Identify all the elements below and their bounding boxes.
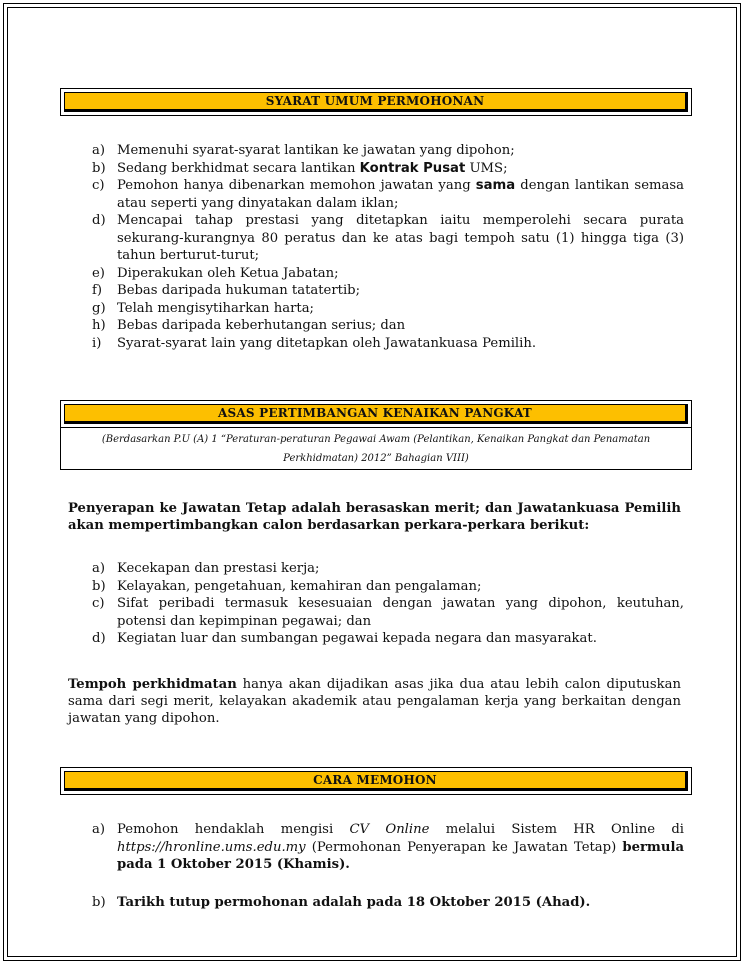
paragraph-text: hanya akan dijadikan asas jika dua atau lebih calon diputuskan sama dari segi merit, kelayakan akademik atau pengalaman kerja yang berkaitan dengan jawatan yang dipohon. (68, 677, 681, 727)
list-item (92, 630, 684, 648)
hronline-url[interactable]: https://hronline.ums.edu.my (117, 839, 306, 855)
section-banner-syarat-umum (60, 88, 692, 116)
list-item-text: Mencapai tahap prestasi yang ditetapkan iaitu memperolehi secara purata sekurang-kurangnya 80 peratus dan ke atas bagi tempoh satu (1) hingga tiga (3) tahun berturut-turut; (117, 213, 684, 263)
list-marker: h) (92, 318, 106, 333)
list-item-text: Bebas daripada keberhutangan serius; dan (117, 318, 406, 333)
list-item (92, 560, 684, 578)
list-item-text: (Permohonan Penyerapan ke Jawatan Tetap) (305, 839, 623, 855)
section-title: CARA MEMOHON (64, 771, 688, 791)
list-item (92, 282, 684, 300)
list-marker: e) (92, 265, 105, 281)
section-title: SYARAT UMUM PERMOHONAN (64, 92, 688, 112)
list-item (92, 894, 684, 912)
list-marker: b) (92, 894, 106, 910)
list-item-text: Diperakukan oleh Ketua Jabatan; (117, 265, 339, 281)
list-marker: a) (92, 561, 106, 576)
list-item (92, 212, 684, 265)
list-marker: c) (92, 596, 105, 611)
list-item-text: Pemohon hanya dibenarkan memohon jawatan yang (117, 178, 476, 193)
list-marker: d) (92, 213, 106, 228)
section-banner-cara-memohon (60, 767, 692, 795)
section-subtitle: (Berdasarkan P.U (A) 1 “Peraturan-peraturan Pegawai Awam (Pelantikan, Kenaikan Pangkat dan Penamatan Perkhidmatan) 2012” Bahagian VIII) (60, 428, 692, 470)
list-item-text: UMS; (465, 160, 508, 176)
list-item-text: dengan lantikan semasa atau seperti yang dinyatakan dalam iklan; (117, 178, 684, 211)
list-item (92, 595, 684, 630)
list-item (92, 265, 684, 283)
emphasis-text: bermula pada 1 Oktober 2015 (Khamis). (117, 839, 684, 872)
list-item-text: Kecekapan dan prestasi kerja; (117, 561, 320, 576)
tempoh-perkhidmatan-paragraph (68, 676, 681, 728)
list-item-text: Syarat-syarat lain yang ditetapkan oleh Jawatankuasa Pemilih. (117, 335, 537, 351)
syarat-umum-list (92, 142, 684, 352)
list-item-text: Pemohon hendaklah mengisi (117, 822, 350, 837)
emphasis-text: Tempoh perkhidmatan (68, 677, 237, 692)
list-marker: d) (92, 631, 106, 646)
asas-pertimbangan-list (92, 560, 684, 648)
list-item-text: Bebas daripada hukuman tatatertib; (117, 283, 361, 298)
cv-online-text: CV Online (349, 822, 430, 837)
emphasis-text: sama (475, 178, 516, 193)
list-marker: g) (92, 300, 106, 316)
list-item (92, 335, 684, 353)
list-item (92, 177, 684, 212)
emphasis-text: Tarikh tutup permohonan adalah pada 18 Oktober 2015 (Ahad). (117, 894, 591, 910)
list-item (92, 142, 684, 160)
list-marker: b) (92, 578, 106, 594)
list-item-text: Kegiatan luar dan sumbangan pegawai kepada negara dan masyarakat. (117, 631, 597, 646)
list-item (92, 821, 684, 874)
list-item-text: Memenuhi syarat-syarat lantikan ke jawatan yang dipohon; (117, 143, 515, 158)
list-marker: c) (92, 178, 105, 193)
emphasis-text: Kontrak Pusat (359, 160, 466, 176)
penyerapan-intro: Penyerapan ke Jawatan Tetap adalah berasaskan merit; dan Jawatankuasa Pemilih akan mempertimbangkan calon berdasarkan perkara-perkara berikut: (68, 501, 681, 534)
section-title: ASAS PERTIMBANGAN KENAIKAN PANGKAT (64, 404, 688, 424)
list-marker: b) (92, 160, 106, 176)
list-item (92, 317, 684, 335)
list-marker: i) (92, 335, 102, 351)
list-marker: f) (92, 283, 103, 298)
list-item-text: Sifat peribadi termasuk kesesuaian dengan jawatan yang dipohon, keutuhan, potensi dan kepimpinan pegawai; dan (117, 596, 684, 629)
list-marker: a) (92, 822, 106, 837)
list-item (92, 578, 684, 596)
list-item (92, 300, 684, 318)
list-item (92, 160, 684, 178)
cara-memohon-list (92, 821, 684, 911)
list-item-text: Sedang berkhidmat secara lantikan (117, 160, 360, 176)
list-item-text: Telah mengisytiharkan harta; (117, 300, 315, 316)
list-item-text: melalui Sistem HR Online di (429, 822, 684, 837)
list-marker: a) (92, 143, 106, 158)
list-item-text: Kelayakan, pengetahuan, kemahiran dan pengalaman; (117, 578, 482, 594)
section-banner-asas-pertimbangan (60, 400, 692, 428)
